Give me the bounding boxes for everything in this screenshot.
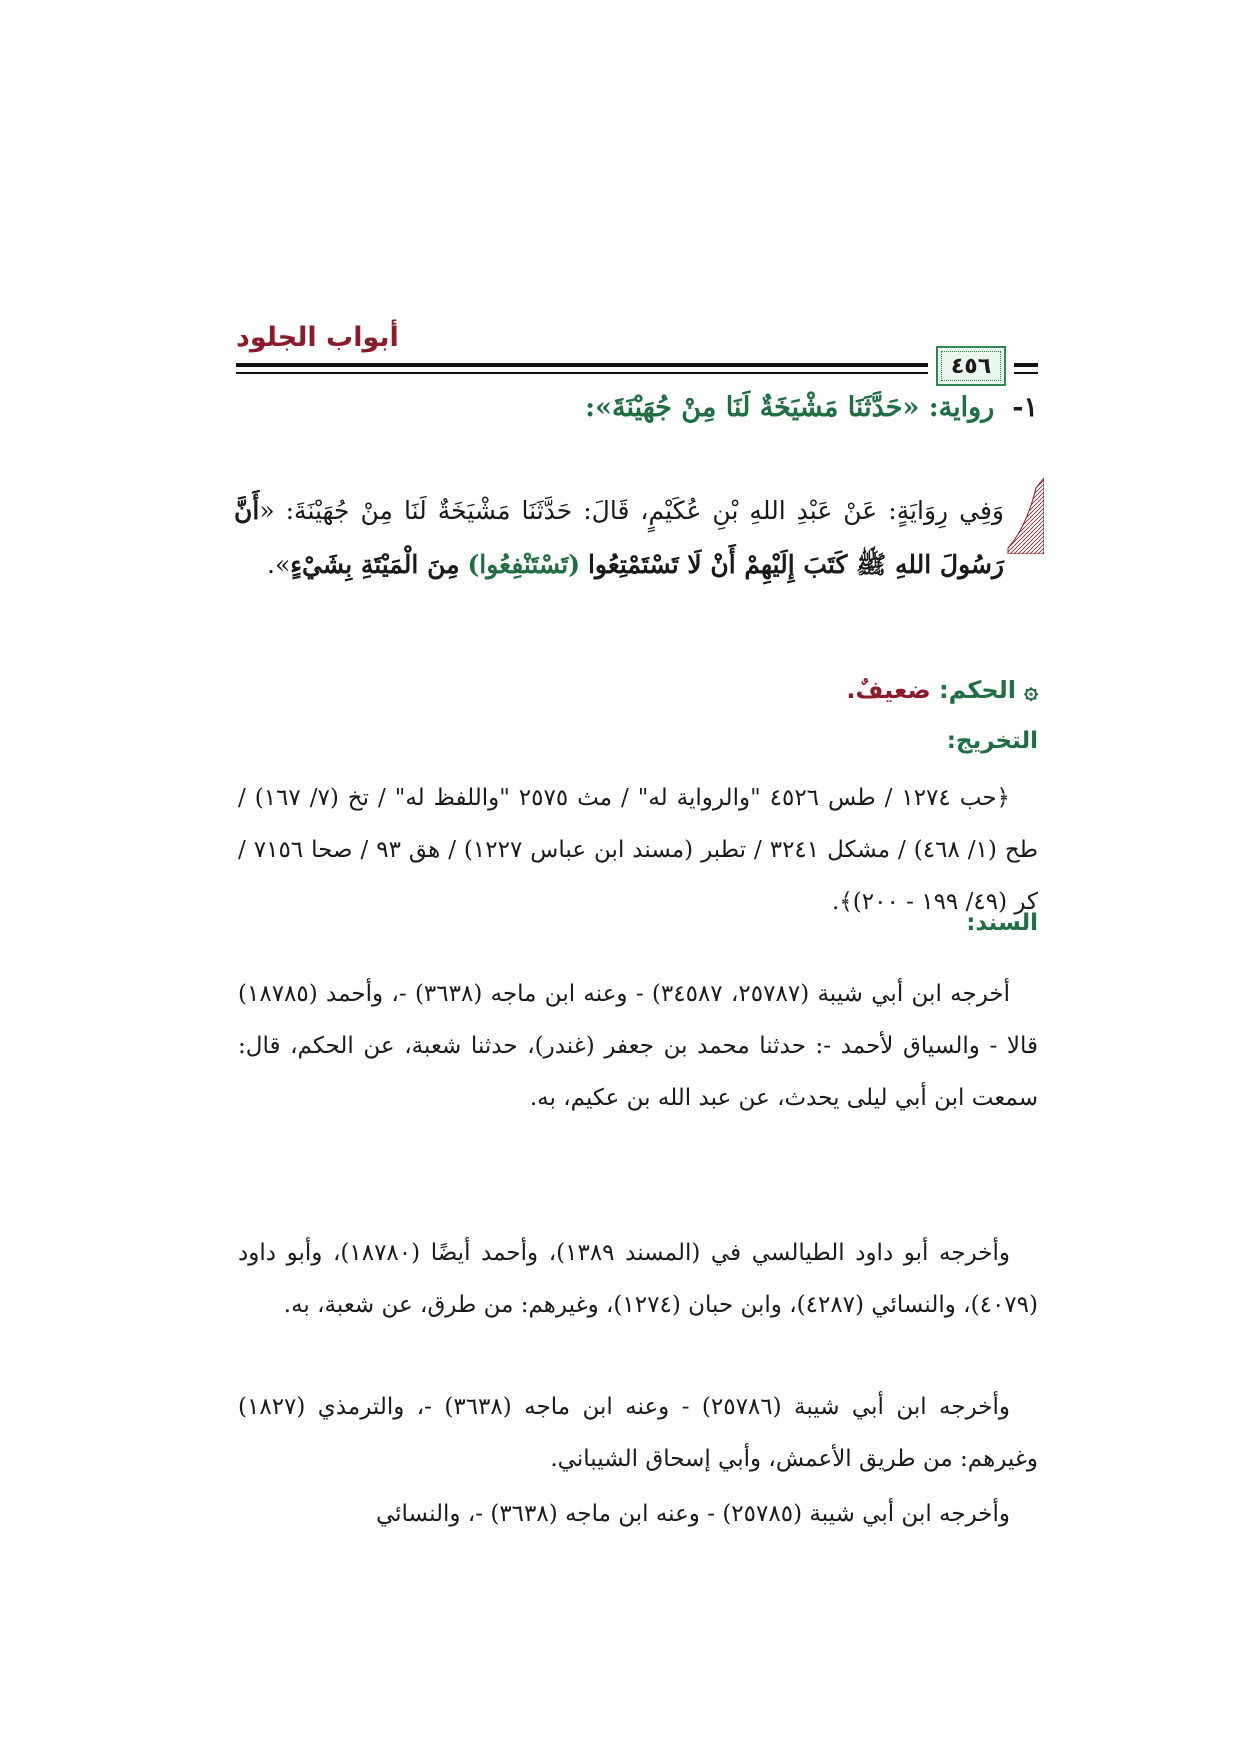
- rosette-icon: ۞: [1023, 676, 1038, 704]
- header-rule-thick: [236, 363, 997, 367]
- section-title: رواية: «حَدَّثَنَا مَشْيَخَةٌ لَنَا مِنْ جُهَيْنَةَ»:: [585, 392, 995, 423]
- hadith-text: [234, 484, 1004, 592]
- page-number: ٤٥٦: [950, 353, 992, 379]
- verdict-label: الحكم:: [939, 676, 1016, 704]
- page-number-badge: [936, 346, 1006, 386]
- hadith-bold-text: أَنَّ رَسُولَ اللهِ ﷺ كَتَبَ إِلَيْهِمْ أَنْ لَا تَسْتَمْتِعُوا: [234, 496, 1004, 579]
- sanad-paragraph: وأخرجه أبو داود الطيالسي في (المسند ١٣٨٩)، وأحمد أيضًا (١٨٧٨٠)، وأبو داود (٤٠٧٩)، والنسائي (٤٢٨٧)، وابن حبان (١٢٧٤)، وغيرهم: من طرق، عن شعبة، به.: [238, 1240, 1038, 1318]
- header-rule-tail-thin: [1014, 372, 1038, 374]
- sanad-paragraph: وأخرجه ابن أبي شيبة (٢٥٧٨٥) - وعنه ابن ماجه (٣٦٣٨) -، والنسائي: [375, 1501, 1010, 1527]
- running-title: أبواب الجلود: [236, 322, 399, 353]
- header-rule-thin: [236, 372, 997, 374]
- sanad-heading: السند:: [966, 910, 1038, 936]
- verdict-value: ضعيفٌ.: [846, 676, 931, 704]
- hadith-outro: ».: [267, 550, 291, 579]
- sanad-paragraph: أخرجه ابن أبي شيبة (٢٥٧٨٧، ٣٤٥٨٧) - وعنه ابن ماجه (٣٦٣٨) -، وأحمد (١٨٧٨٥) قالا - والسياق لأحمد -: حدثنا محمد بن جعفر (غندر)، حدثنا شعبة، عن الحكم، قال: سمعت ابن أبي ليلى يحدث، عن عبد الله بن عكيم، به.: [238, 981, 1038, 1111]
- hadith-bold-text-2: مِنَ الْمَيْتَةِ بِشَيْءٍ: [290, 550, 460, 579]
- header-rule-tail: [1014, 363, 1038, 367]
- takhrij-heading: التخريج:: [946, 728, 1038, 754]
- hadith-variant: (تَسْتَنْفِعُوا): [467, 550, 581, 579]
- corner-ornament-icon: [1006, 478, 1044, 554]
- takhrij-text: ﴿حب ١٢٧٤ / طس ٤٥٢٦ "والرواية له" / مث ٢٥٧٥ "واللفظ له" / تخ (٧/ ١٦٧) / طح (١/ ٤٦٨) / مشكل ٣٢٤١ / تطبر (مسند ابن عباس ١٢٢٧) / هق ٩٣ / صحا ٧١٥٦ / كر (٤٩/ ١٩٩ - ٢٠٠)﴾.: [238, 785, 1039, 915]
- hadith-intro: وَفِي رِوَايَةٍ: عَنْ عَبْدِ اللهِ بْنِ عُكَيْمٍ، قَالَ: حَدَّثَنَا مَشْيَخَةٌ لَنَا مِنْ جُهَيْنَةَ: «: [259, 496, 1004, 525]
- sanad-paragraph: وأخرجه ابن أبي شيبة (٢٥٧٨٦) - وعنه ابن ماجه (٣٦٣٨) -، والترمذي (١٨٢٧) وغيرهم: من طريق الأعمش، وأبي إسحاق الشيباني.: [238, 1394, 1038, 1472]
- verdict: [238, 676, 1038, 704]
- section-number: ١-: [1012, 392, 1038, 423]
- section-heading: [238, 392, 1038, 423]
